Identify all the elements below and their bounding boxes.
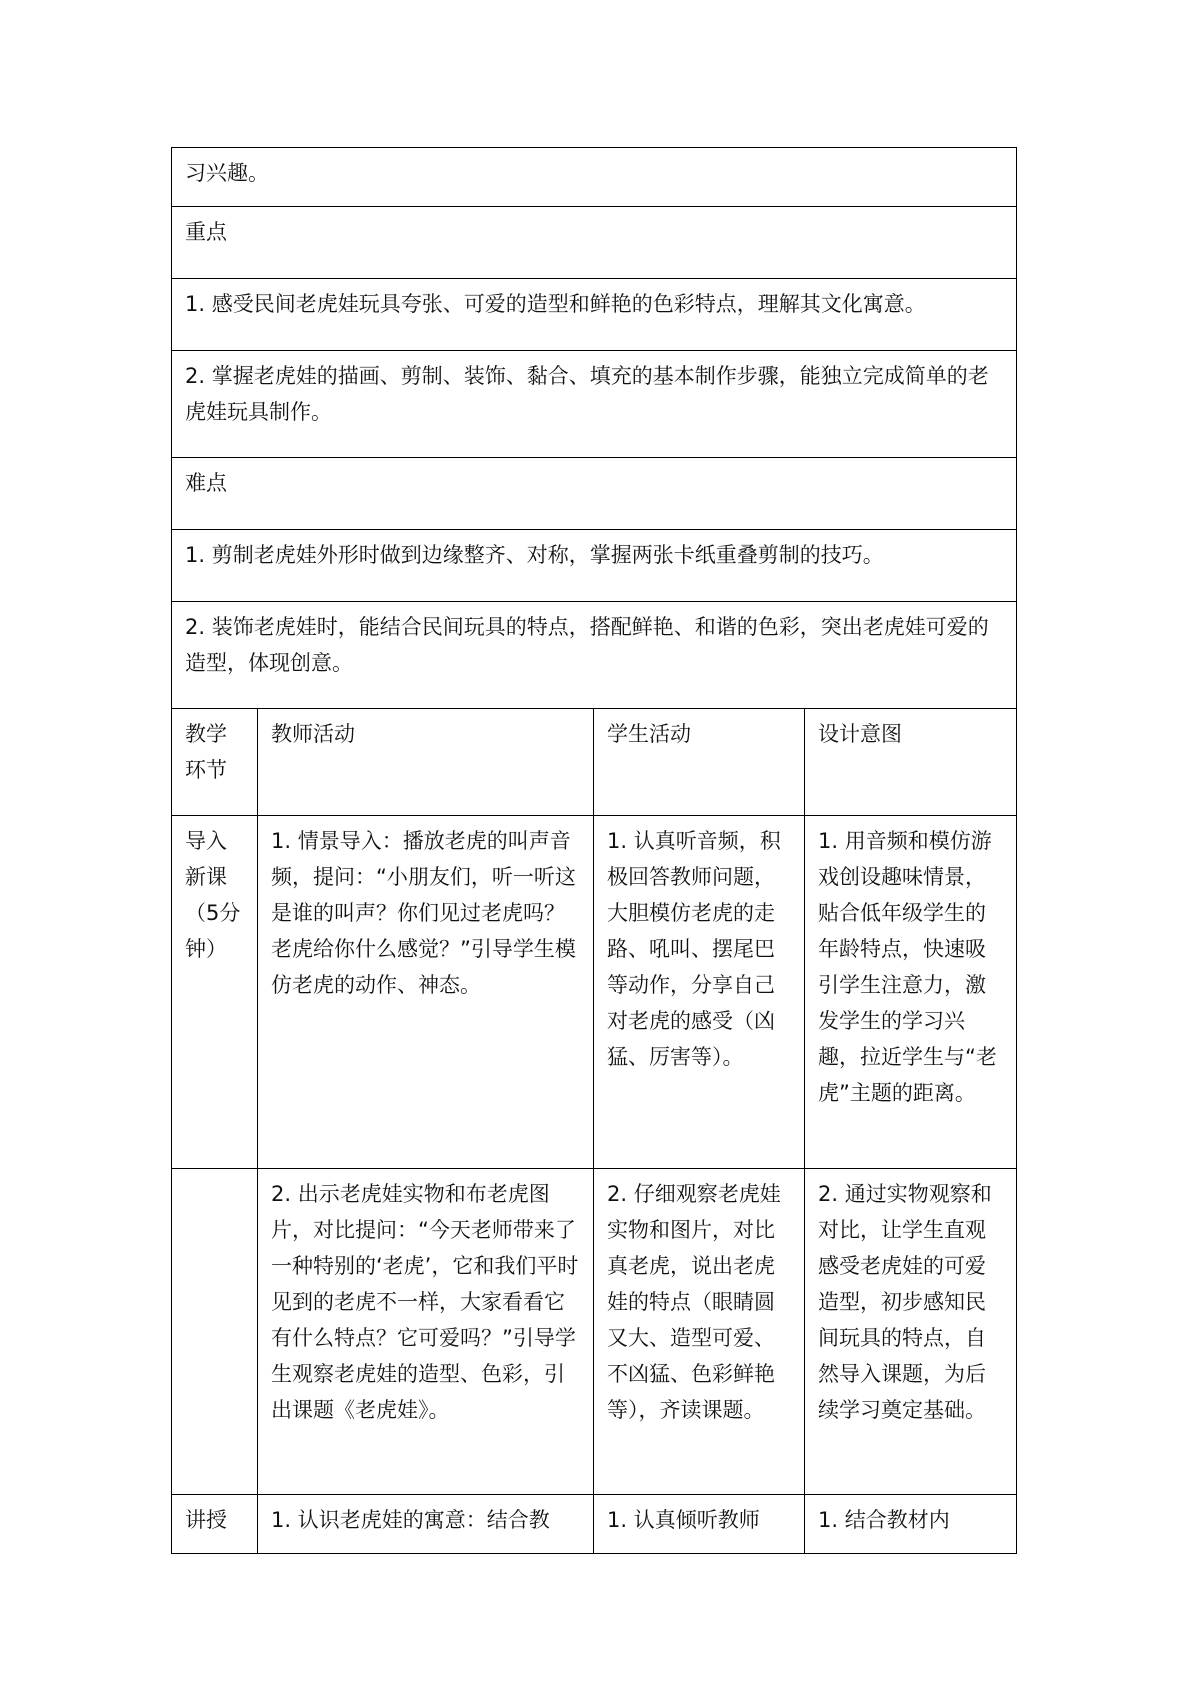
key-points-heading: 重点 xyxy=(172,207,1017,279)
table-row xyxy=(172,1169,1017,1495)
header-teacher-activity: 教师活动 xyxy=(258,709,594,816)
table-row xyxy=(172,279,1017,351)
key-point-1: 1. 感受民间老虎娃玩具夸张、可爱的造型和鲜艳的色彩特点，理解其文化寓意。 xyxy=(172,279,1017,351)
teacher-activity-cell: 1. 认识老虎娃的寓意：结合教 xyxy=(258,1495,594,1554)
table-row xyxy=(172,458,1017,530)
header-stage: 教学环节 xyxy=(172,709,258,816)
table-row xyxy=(172,1495,1017,1554)
student-activity-cell: 1. 认真倾听教师 xyxy=(594,1495,805,1554)
design-intent-cell: 2. 通过实物观察和对比，让学生直观感受老虎娃的可爱造型，初步感知民间玩具的特点，自然导入课题，为后续学习奠定基础。 xyxy=(805,1169,1017,1495)
table-header-row xyxy=(172,709,1017,816)
table-row xyxy=(172,602,1017,709)
table-row xyxy=(172,207,1017,279)
lesson-plan-table xyxy=(171,147,1017,1554)
difficulties-heading: 难点 xyxy=(172,458,1017,530)
teacher-activity-cell: 1. 情景导入：播放老虎的叫声音频，提问：“小朋友们，听一听这是谁的叫声？你们见过老虎吗？老虎给你什么感觉？”引导学生模仿老虎的动作、神态。 xyxy=(258,816,594,1169)
teacher-activity-cell: 2. 出示老虎娃实物和布老虎图片，对比提问：“今天老师带来了一种特别的‘老虎’，它和我们平时见到的老虎不一样，大家看看它有什么特点？它可爱吗？”引导学生观察老虎娃的造型、色彩，引出课题《老虎娃》。 xyxy=(258,1169,594,1495)
table-row xyxy=(172,530,1017,602)
design-intent-cell: 1. 结合教材内 xyxy=(805,1495,1017,1554)
header-student-activity: 学生活动 xyxy=(594,709,805,816)
continued-objective-text: 习兴趣。 xyxy=(172,148,1017,207)
lesson-plan-page xyxy=(171,147,1016,1554)
stage-cell: 导入新课（5分钟） xyxy=(172,816,258,1169)
student-activity-cell: 2. 仔细观察老虎娃实物和图片，对比真老虎，说出老虎娃的特点（眼睛圆又大、造型可爱、不凶猛、色彩鲜艳等），齐读课题。 xyxy=(594,1169,805,1495)
student-activity-cell: 1. 认真听音频，积极回答教师问题，大胆模仿老虎的走路、吼叫、摆尾巴等动作，分享自己对老虎的感受（凶猛、厉害等）。 xyxy=(594,816,805,1169)
key-point-2: 2. 掌握老虎娃的描画、剪制、装饰、黏合、填充的基本制作步骤，能独立完成简单的老虎娃玩具制作。 xyxy=(172,351,1017,458)
stage-cell: 讲授 xyxy=(172,1495,258,1554)
stage-cell xyxy=(172,1169,258,1495)
table-row xyxy=(172,816,1017,1169)
difficulty-1: 1. 剪制老虎娃外形时做到边缘整齐、对称，掌握两张卡纸重叠剪制的技巧。 xyxy=(172,530,1017,602)
header-design-intent: 设计意图 xyxy=(805,709,1017,816)
design-intent-cell: 1. 用音频和模仿游戏创设趣味情景，贴合低年级学生的年龄特点，快速吸引学生注意力，激发学生的学习兴趣，拉近学生与“老虎”主题的距离。 xyxy=(805,816,1017,1169)
table-row xyxy=(172,148,1017,207)
table-row xyxy=(172,351,1017,458)
difficulty-2: 2. 装饰老虎娃时，能结合民间玩具的特点，搭配鲜艳、和谐的色彩，突出老虎娃可爱的造型，体现创意。 xyxy=(172,602,1017,709)
